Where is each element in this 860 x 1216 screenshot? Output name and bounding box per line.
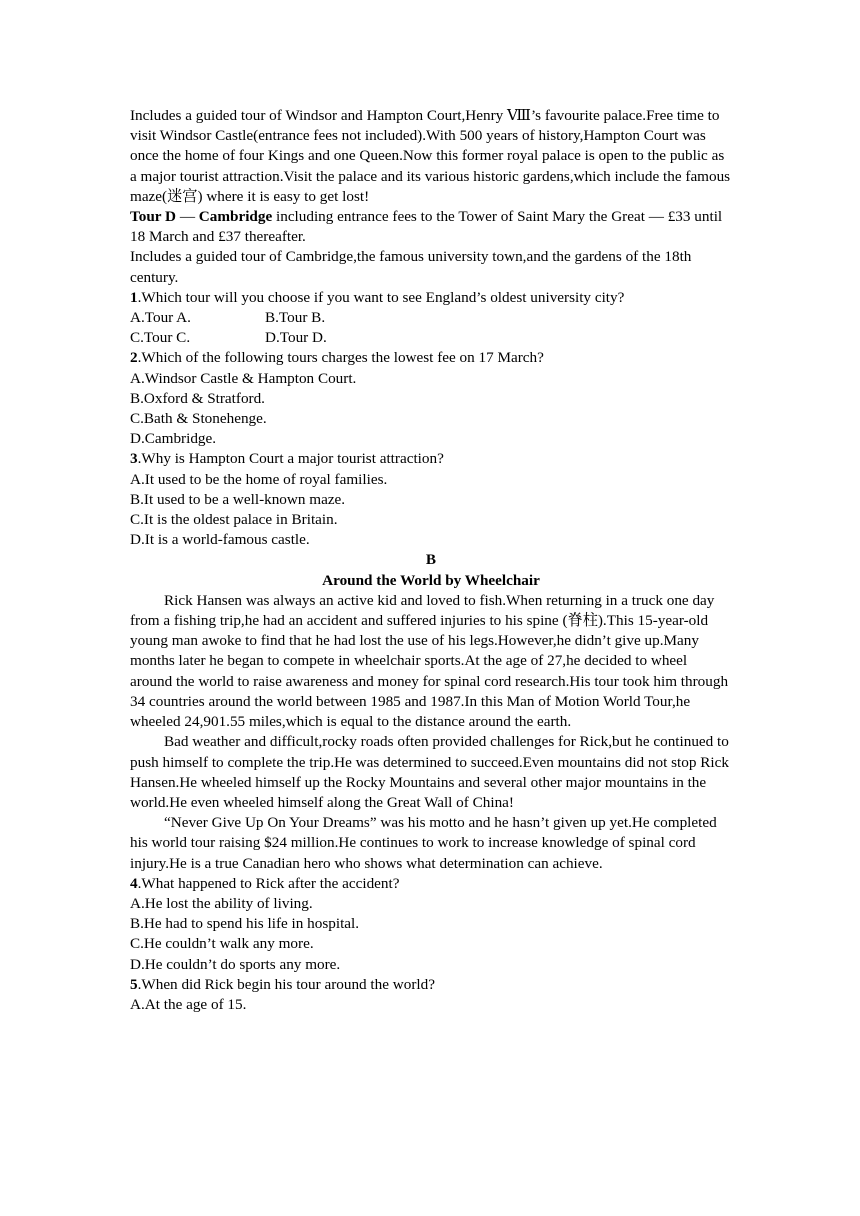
question-5 xyxy=(130,975,732,995)
tour-d-fees: including entrance fees to the Tower of Saint Mary the Great — £33 until 18 March and £37 thereafter. xyxy=(130,208,723,246)
option-b: B.He had to spend his life in hospital. xyxy=(130,915,360,933)
question-3 xyxy=(130,449,732,469)
question-number: 1 xyxy=(130,288,138,306)
option-b: B.Oxford & Stratford. xyxy=(130,389,265,407)
question-4 xyxy=(130,874,732,894)
option-c: C.Tour C. xyxy=(130,329,191,347)
question-number: 4 xyxy=(130,874,138,892)
document-page xyxy=(130,106,732,1015)
tour-c-description: Includes a guided tour of Windsor and Hampton Court,Henry Ⅷ’s favourite palace.Free time to visit Windsor Castle(entrance fees not included).With 500 years of history,Hampton Court was once the home of four Kings and one Queen.Now this former royal palace is open to the public as a major tourist attraction.Visit the palace and its various historic gardens,which include the famous maze(迷宫) where it is easy to get lost! xyxy=(130,107,731,205)
option-a: A.Windsor Castle & Hampton Court. xyxy=(130,369,357,387)
tour-d-name: Cambridge xyxy=(198,208,273,226)
option-a: A.He lost the ability of living. xyxy=(130,894,313,912)
tour-d-description: Includes a guided tour of Cambridge,the famous university town,and the gardens of the 18th century. xyxy=(130,248,692,286)
question-2 xyxy=(130,348,732,368)
question-text: .Why is Hampton Court a major tourist attraction? xyxy=(137,450,444,468)
option-a: A.Tour A. xyxy=(130,309,191,327)
passage-paragraph-1: Rick Hansen was always an active kid and loved to fish.When returning in a truck one day from a fishing trip,he had an accident and suffered injuries to his spine (脊柱).This 15-year-old young man awoke to find that he had lost the use of his legs.However,he didn’t give up.Many months later he began to compete in wheelchair sports.At the age of 27,he decided to wheel around the world to raise awareness and money for spinal cord research.His tour took him through 34 countries around the world between 1985 and 1987.In this Man of Motion World Tour,he wheeled 24,901.55 miles,which is equal to the distance around the earth. xyxy=(130,591,729,731)
question-number: 3 xyxy=(130,450,138,468)
question-1-options-row-2 xyxy=(130,328,732,348)
question-text: .What happened to Rick after the accident? xyxy=(137,874,400,892)
passage-paragraph-3: “Never Give Up On Your Dreams” was his motto and he hasn’t given up yet.He completed his world tour raising $24 million.He continues to work to increase knowledge of spinal cord injury.He is a true Canadian hero who shows what determination can achieve. xyxy=(130,814,717,872)
tour-d-heading xyxy=(130,207,732,247)
question-text: .Which of the following tours charges the lowest fee on 17 March? xyxy=(137,349,544,367)
option-a: A.It used to be the home of royal families. xyxy=(130,470,388,488)
option-d: D.Cambridge. xyxy=(130,430,217,448)
option-b: B.Tour B. xyxy=(265,309,326,327)
question-text: .Which tour will you choose if you want to see England’s oldest university city? xyxy=(137,288,625,306)
tour-d-title: Tour D xyxy=(130,208,177,226)
option-c: C.It is the oldest palace in Britain. xyxy=(130,511,338,529)
section-letter: B xyxy=(425,551,437,569)
option-c: C.Bath & Stonehenge. xyxy=(130,410,267,428)
option-c: C.He couldn’t walk any more. xyxy=(130,935,314,953)
question-1-options-row-1 xyxy=(130,308,732,328)
option-d: D.He couldn’t do sports any more. xyxy=(130,955,341,973)
question-1 xyxy=(130,288,732,308)
question-text: .When did Rick begin his tour around the world? xyxy=(137,975,435,993)
tour-d-dash: — xyxy=(176,208,199,226)
question-number: 2 xyxy=(130,349,138,367)
question-number: 5 xyxy=(130,975,138,993)
option-a: A.At the age of 15. xyxy=(130,995,247,1013)
option-b: B.It used to be a well-known maze. xyxy=(130,490,346,508)
option-d: D.Tour D. xyxy=(265,329,327,347)
passage-paragraph-2: Bad weather and difficult,rocky roads often provided challenges for Rick,but he continued to push himself to complete the trip.He was determined to succeed.Even mountains did not stop Rick Hansen.He wheeled himself up the Rocky Mountains and several other major mountains in the world.He even wheeled himself along the Great Wall of China! xyxy=(130,733,729,811)
option-d: D.It is a world-famous castle. xyxy=(130,531,310,549)
section-title: Around the World by Wheelchair xyxy=(322,571,540,589)
